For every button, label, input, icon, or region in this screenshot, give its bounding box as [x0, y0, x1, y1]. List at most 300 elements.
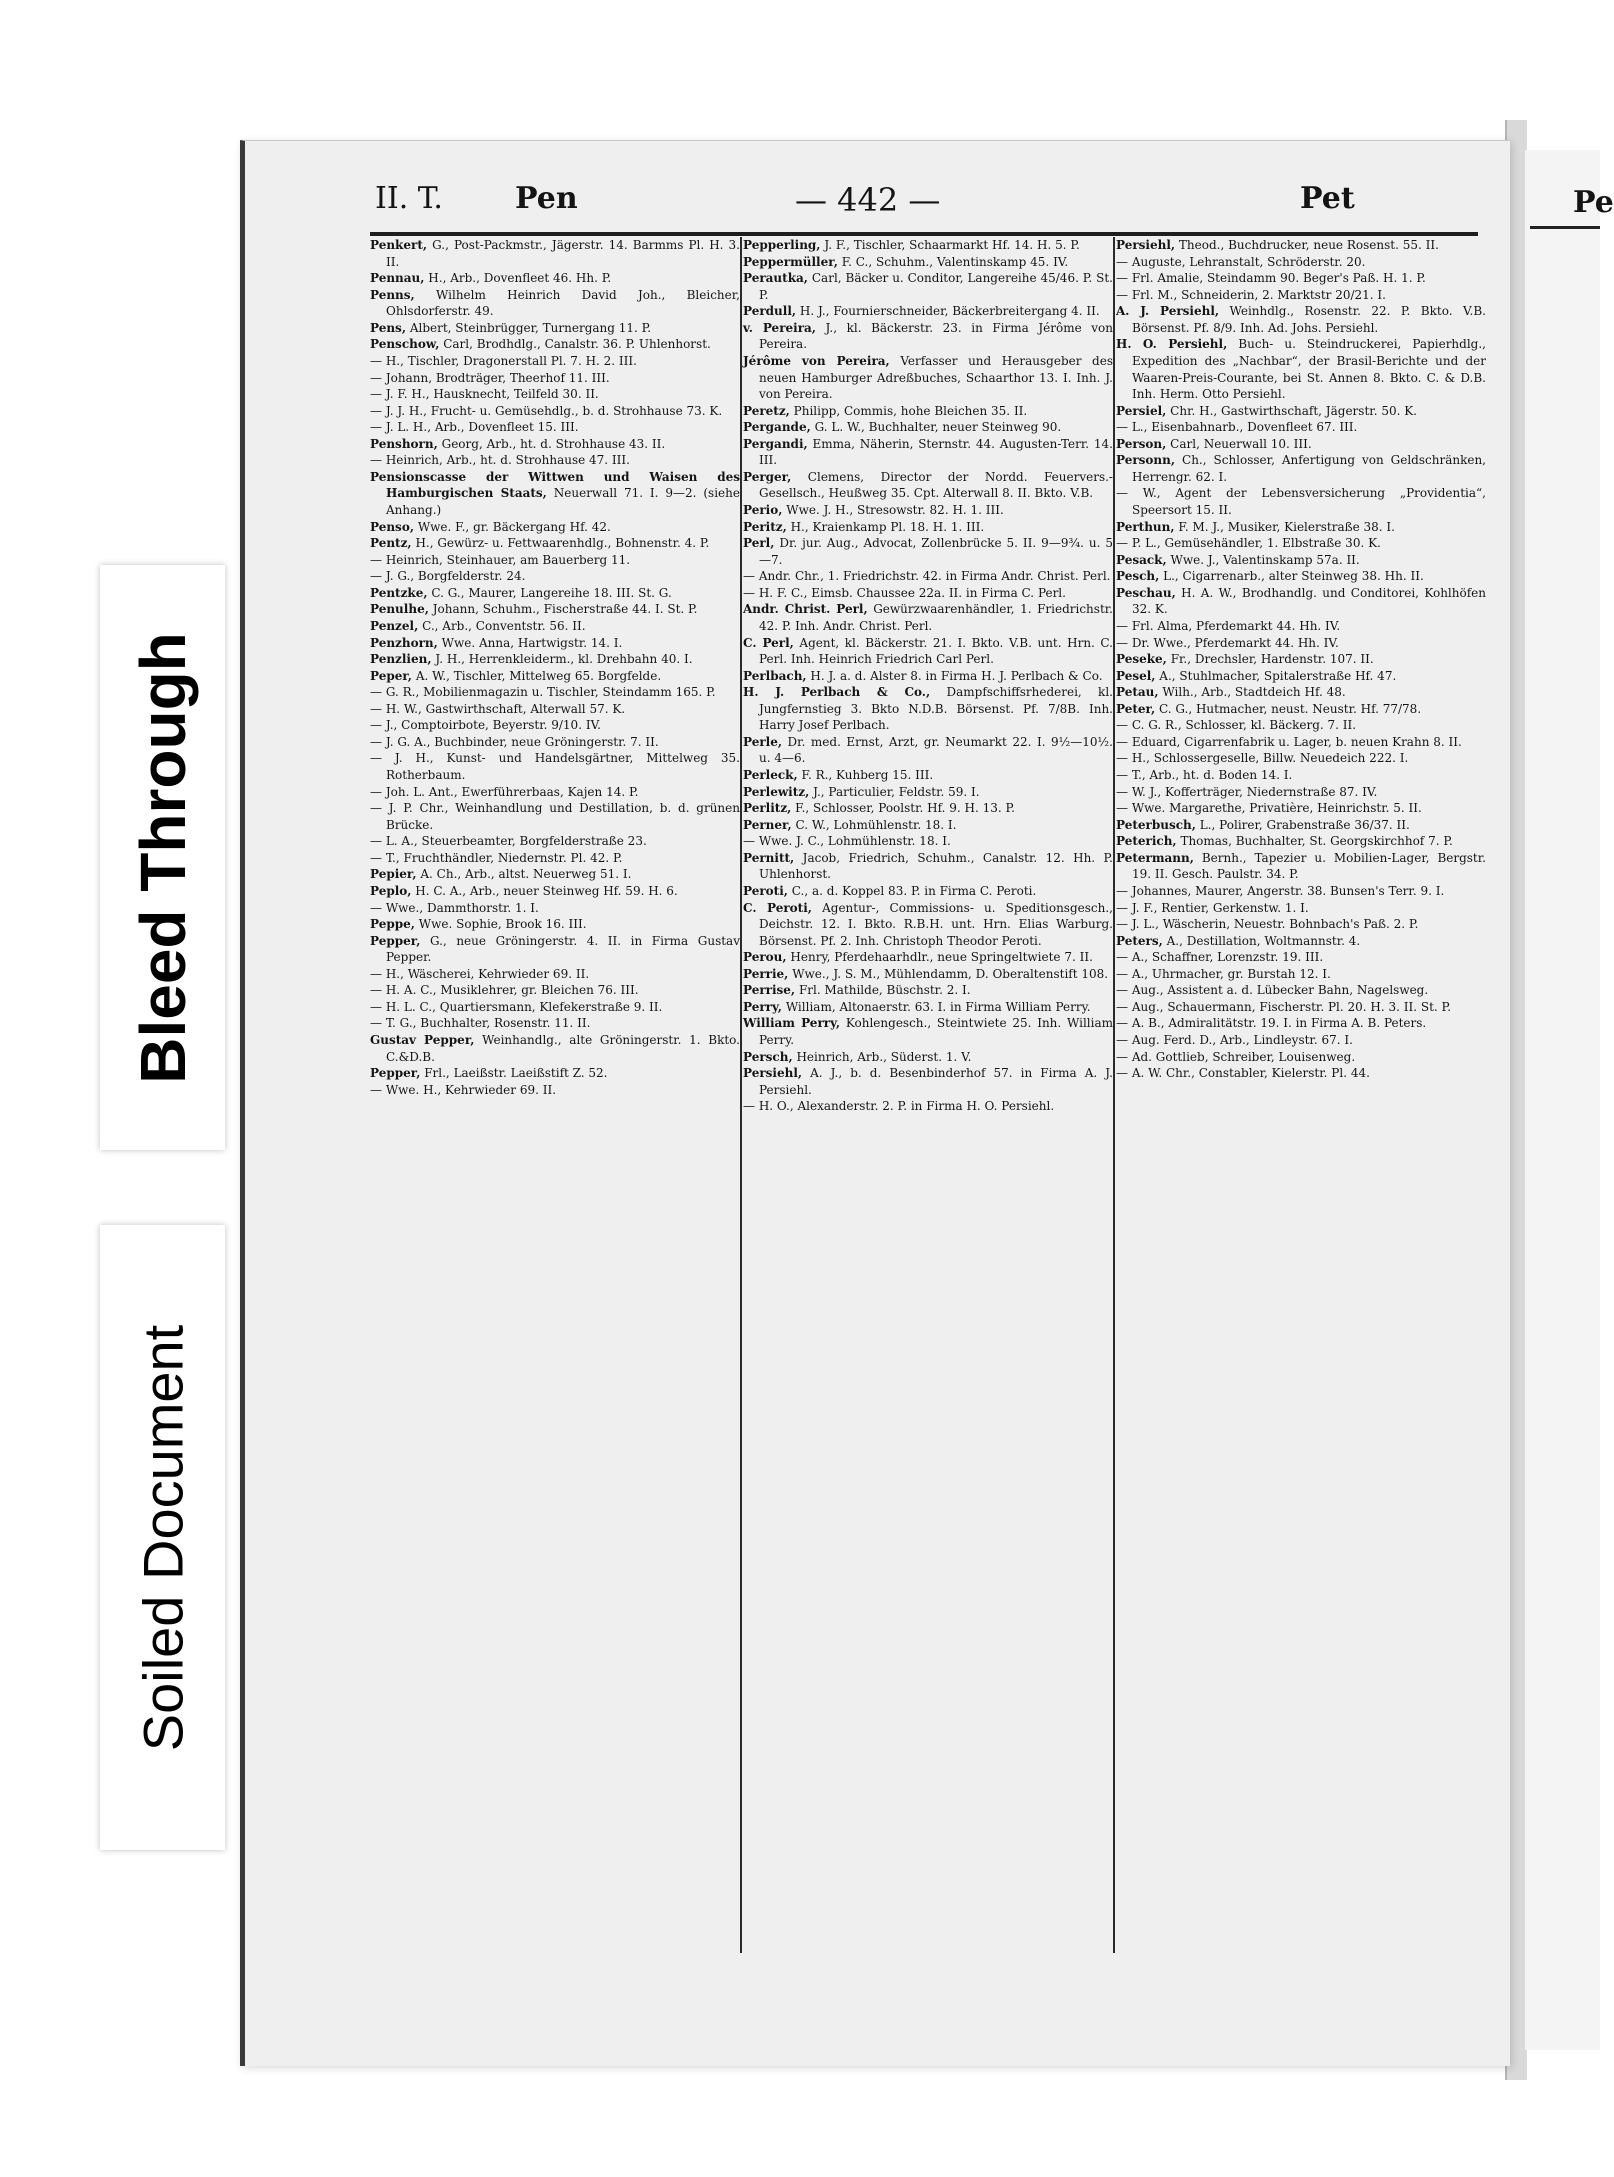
- entry-details: — H. F. C., Eimsb. Chaussee 22a. II. in Firma C. Perl.: [743, 585, 1066, 600]
- directory-entry: [743, 800, 1113, 817]
- directory-entry: [370, 336, 740, 353]
- entry-details: C. W., Lohmühlenstr. 18. I.: [795, 817, 957, 832]
- directory-entry: [1116, 933, 1486, 950]
- directory-entry: [1116, 485, 1486, 518]
- directory-entry: [743, 1098, 1113, 1115]
- entry-name: Perl,: [743, 536, 775, 551]
- page-number: — 442 —: [795, 181, 941, 219]
- entry-details: A. W., Tischler, Mittelweg 65. Borgfelde.: [415, 668, 662, 683]
- directory-entry: [1116, 717, 1486, 734]
- entry-name: Pentzke,: [370, 585, 428, 600]
- entry-details: F. R., Kuhberg 15. III.: [801, 768, 934, 782]
- directory-entry: [1116, 999, 1486, 1016]
- entry-details: — Andr. Chr., 1. Friedrichstr. 42. in Firma Andr. Christ. Perl.: [743, 569, 1111, 584]
- directory-entry: [1116, 635, 1486, 652]
- entry-details: H., Arb., Dovenfleet 46. Hh. P.: [428, 271, 612, 286]
- directory-column-1: [370, 237, 740, 2037]
- directory-entry: [743, 635, 1113, 668]
- entry-details: — A. W. Chr., Constabler, Kielerstr. Pl. 44.: [1116, 1066, 1370, 1081]
- entry-name: Perrise,: [743, 983, 796, 998]
- entry-name: Penschow,: [370, 337, 440, 352]
- column-divider: [740, 237, 742, 1953]
- entry-name: Pesel,: [1116, 668, 1156, 683]
- entry-name: Pentz,: [370, 536, 412, 551]
- entry-details: — H. A. C., Musiklehrer, gr. Bleichen 76. III.: [370, 983, 639, 998]
- entry-details: G., Post-Packmstr., Jägerstr. 14. Barmms Pl. H. 3. II.: [386, 238, 740, 269]
- entry-details: — W. J., Kofferträger, Niedernstraße 87. IV.: [1116, 784, 1378, 799]
- entry-name: Peppe,: [370, 917, 415, 932]
- directory-entry: [370, 469, 740, 519]
- directory-entry: [743, 303, 1113, 320]
- directory-entry: [1116, 900, 1486, 917]
- entry-details: — T. G., Buchhalter, Rosenstr. 11. II.: [370, 1016, 591, 1031]
- entry-details: Frl. Mathilde, Büschstr. 2. I.: [798, 983, 971, 998]
- entry-details: F. M. J., Musiker, Kielerstraße 38. I.: [1178, 519, 1395, 534]
- entry-details: H., Gewürz- u. Fettwaarenhdlg., Bohnenstr. 4. P.: [415, 536, 710, 551]
- entry-details: William, Altonaerstr. 63. I. in Firma William Perry.: [785, 999, 1091, 1014]
- entry-details: A., Destillation, Woltmannstr. 4.: [1166, 933, 1361, 948]
- entry-name: Pernitt,: [743, 850, 795, 865]
- directory-entry: [1116, 817, 1486, 834]
- directory-entry: [370, 999, 740, 1016]
- directory-entry: [370, 684, 740, 701]
- directory-entry: [370, 386, 740, 403]
- directory-entry: [370, 585, 740, 602]
- directory-entry: [370, 287, 740, 320]
- entry-name: Peppermüller,: [743, 254, 838, 269]
- entry-details: — A., Uhrmacher, gr. Burstah 12. I.: [1116, 966, 1331, 981]
- entry-details: — A., Schaffner, Lorenzstr. 19. III.: [1116, 950, 1324, 965]
- entry-details: — Johann, Brodträger, Theerhof 11. III.: [370, 370, 610, 385]
- directory-entry: [370, 866, 740, 883]
- directory-entry: [1116, 618, 1486, 635]
- directory-entry: [370, 436, 740, 453]
- entry-name: H. O. Persiehl,: [1116, 337, 1228, 352]
- entry-name: H. J. Perlbach & Co.,: [743, 685, 931, 700]
- header-keyword-left: Pen: [515, 181, 578, 216]
- entry-details: Johann, Schuhm., Fischerstraße 44. I. St. P.: [432, 602, 698, 617]
- entry-details: Albert, Steinbrügger, Turnergang 11. P.: [409, 320, 652, 335]
- entry-name: Pergandi,: [743, 436, 808, 451]
- directory-entry: [743, 850, 1113, 883]
- entry-details: Wwe., J. S. M., Mühlendamm, D. Oberaltenstift 108.: [792, 966, 1109, 981]
- entry-name: Peters,: [1116, 933, 1163, 948]
- directory-entry: [370, 1032, 740, 1065]
- directory-entry: [1116, 436, 1486, 453]
- entry-details: Wwe. Anna, Hartwigstr. 14. I.: [441, 635, 623, 650]
- directory-entry: [1116, 270, 1486, 287]
- directory-entry: [743, 254, 1113, 271]
- directory-entry: [1116, 767, 1486, 784]
- soiled-document-text: Soiled Document: [131, 1324, 194, 1751]
- directory-entry: [1116, 237, 1486, 254]
- entry-details: — L. A., Steuerbeamter, Borgfelderstraße 23.: [370, 834, 647, 849]
- entry-details: — J. F. H., Hausknecht, Teilfeld 30. II.: [370, 387, 599, 402]
- directory-entry: [743, 353, 1113, 403]
- entry-details: — J. H., Kunst- und Handelsgärtner, Mittelweg 35. Rotherbaum.: [370, 751, 740, 782]
- entry-name: Petau,: [1116, 685, 1159, 700]
- entry-name: Perleck,: [743, 768, 798, 782]
- entry-name: Pennau,: [370, 271, 425, 286]
- entry-details: Emma, Näherin, Sternstr. 44. Augusten-Terr. 14. III.: [759, 436, 1113, 468]
- directory-entry: [743, 601, 1113, 634]
- entry-details: C. G., Hutmacher, neust. Neustr. Hf. 77/78.: [1158, 701, 1422, 716]
- entry-name: Pepper,: [370, 1066, 421, 1081]
- bleed-through-label: [100, 565, 225, 1150]
- directory-entry: [743, 568, 1113, 585]
- directory-entry: [1116, 585, 1486, 618]
- entry-details: Theod., Buchdrucker, neue Rosenst. 55. II.: [1178, 238, 1439, 252]
- directory-entry: [743, 585, 1113, 602]
- entry-details: Chr. H., Gastwirthschaft, Jägerstr. 50. K.: [1170, 403, 1417, 418]
- directory-entry: [1116, 916, 1486, 933]
- directory-entry: [1116, 452, 1486, 485]
- next-page-strip: [1525, 150, 1600, 2050]
- entry-details: Dr. med. Ernst, Arzt, gr. Neumarkt 22. I. 9½—10½. u. 4—6.: [759, 734, 1113, 766]
- directory-entry: [370, 519, 740, 536]
- directory-entry: [743, 535, 1113, 568]
- directory-entry: [743, 684, 1113, 734]
- entry-details: Wwe. J., Valentinskamp 57a. II.: [1170, 552, 1360, 567]
- directory-entry: [370, 800, 740, 833]
- directory-entry: [370, 452, 740, 469]
- entry-details: A. Ch., Arb., altst. Neuerweg 51. I.: [420, 867, 632, 882]
- entry-name: C. Perl,: [743, 635, 794, 650]
- entry-details: Weinhandlg., alte Gröningerstr. 1. Bkto. C.&D.B.: [386, 1033, 741, 1064]
- directory-entry: [370, 1082, 740, 1099]
- entry-name: William Perry,: [743, 1016, 841, 1031]
- directory-entry: [370, 883, 740, 900]
- directory-entry: [1116, 1065, 1486, 1082]
- directory-entry: [370, 403, 740, 420]
- entry-name: Pergande,: [743, 420, 811, 435]
- directory-entry: [370, 419, 740, 436]
- entry-details: H. C. A., Arb., neuer Steinweg Hf. 59. H. 6.: [415, 883, 678, 898]
- entry-details: — Frl. Amalie, Steindamm 90. Beger's Paß. H. 1. P.: [1116, 271, 1426, 286]
- entry-details: F., Schlosser, Poolstr. Hf. 9. H. 13. P.: [795, 801, 1015, 816]
- entry-name: Pesch,: [1116, 569, 1160, 584]
- directory-entry: [743, 833, 1113, 850]
- entry-name: Peplo,: [370, 883, 412, 898]
- entry-name: Peschau,: [1116, 585, 1176, 600]
- soiled-document-label: [100, 1225, 225, 1850]
- entry-details: — G. R., Mobilienmagazin u. Tischler, Steindamm 165. P.: [370, 685, 716, 700]
- directory-entry: [1116, 850, 1486, 883]
- entry-name: Persiehl,: [743, 1066, 803, 1081]
- directory-entry: [1116, 982, 1486, 999]
- entry-name: Perger,: [743, 469, 792, 484]
- entry-details: — Wwe., Dammthorstr. 1. I.: [370, 900, 539, 915]
- entry-details: C., Arb., Conventstr. 56. II.: [422, 618, 586, 633]
- entry-details: — W., Agent der Lebensversicherung „Providentia“, Speersort 15. II.: [1116, 486, 1486, 517]
- entry-name: Pesack,: [1116, 552, 1167, 567]
- document-page: [240, 140, 1510, 2066]
- entry-details: H., Kraienkamp Pl. 18. H. 1. III.: [790, 519, 985, 534]
- directory-entry: [1116, 287, 1486, 304]
- entry-details: Georg, Arb., ht. d. Strohhause 43. II.: [441, 436, 666, 451]
- directory-entry: [1116, 336, 1486, 402]
- entry-details: — Frl. Alma, Pferdemarkt 44. Hh. IV.: [1116, 618, 1341, 633]
- entry-name: Penns,: [370, 287, 415, 302]
- entry-details: — J. J. H., Frucht- u. Gemüsehdlg., b. d. Strohhause 73. K.: [370, 403, 723, 418]
- entry-name: Peroti,: [743, 883, 788, 898]
- directory-entry: [1116, 883, 1486, 900]
- entry-name: Persiehl,: [1116, 238, 1176, 252]
- entry-name: Perner,: [743, 817, 792, 832]
- entry-details: — L., Eisenbahnarb., Dovenfleet 67. III.: [1116, 420, 1358, 435]
- directory-entry: [1116, 966, 1486, 983]
- entry-name: Peter,: [1116, 701, 1156, 716]
- entry-details: Philipp, Commis, hohe Bleichen 35. II.: [793, 403, 1028, 418]
- entry-details: — J. F., Rentier, Gerkenstw. 1. I.: [1116, 900, 1309, 915]
- directory-entry: [743, 403, 1113, 420]
- directory-entry: [370, 601, 740, 618]
- entry-details: — T., Fruchthändler, Niedernstr. Pl. 42. P.: [370, 850, 623, 865]
- entry-details: Wilhelm Heinrich David Joh., Bleicher, Ohlsdorferstr. 49.: [386, 287, 740, 319]
- entry-details: Wwe. Sophie, Brook 16. III.: [418, 917, 587, 932]
- entry-details: A. J., b. d. Besenbinderhof 57. in Firma A. J. Persiehl.: [759, 1066, 1113, 1097]
- entry-details: G., neue Gröningerstr. 4. II. in Firma Gustav Pepper.: [386, 933, 740, 965]
- directory-entry: [1116, 519, 1486, 536]
- entry-details: F. C., Schuhm., Valentinskamp 45. IV.: [841, 254, 1069, 269]
- entry-details: — Heinrich, Steinhauer, am Bauerberg 11.: [370, 552, 631, 567]
- directory-entry: [370, 635, 740, 652]
- entry-details: J. H., Herrenkleiderm., kl. Drehbahn 40. I.: [435, 652, 693, 667]
- directory-entry: [370, 933, 740, 966]
- entry-name: Peterbusch,: [1116, 817, 1196, 832]
- directory-entry: [743, 1015, 1113, 1048]
- entry-name: Persch,: [743, 1049, 793, 1064]
- entry-name: Jérôme von Pereira,: [743, 353, 890, 368]
- entry-details: Gewürzwaarenhändler, 1. Friedrichstr. 42. P. Inh. Andr. Christ. Perl.: [759, 602, 1113, 633]
- directory-entry: [743, 668, 1113, 685]
- directory-entry: [1116, 403, 1486, 420]
- directory-entry: [743, 966, 1113, 983]
- directory-entry: [1116, 668, 1486, 685]
- directory-entry: [1116, 949, 1486, 966]
- directory-entry: [370, 982, 740, 999]
- directory-entry: [370, 916, 740, 933]
- entry-name: Penulhe,: [370, 602, 429, 617]
- entry-details: Thomas, Buchhalter, St. Georgskirchhof 7. P.: [1180, 834, 1453, 849]
- entry-name: Perlbach,: [743, 668, 807, 683]
- directory-entry: [743, 469, 1113, 502]
- entry-details: H. A. W., Brodhandlg. und Conditorei, Kohlhöfen 32. K.: [1132, 585, 1486, 617]
- entry-details: — T., Arb., ht. d. Boden 14. I.: [1116, 768, 1293, 782]
- entry-details: Fr., Drechsler, Hardenstr. 107. II.: [1170, 652, 1374, 667]
- entry-name: Perautka,: [743, 271, 808, 286]
- directory-entry: [743, 949, 1113, 966]
- entry-details: C., a. d. Koppel 83. P. in Firma C. Peroti.: [791, 883, 1037, 898]
- entry-details: A., Stuhlmacher, Spitalerstraße Hf. 47.: [1159, 668, 1397, 683]
- directory-entry: [743, 784, 1113, 801]
- directory-entry: [743, 270, 1113, 303]
- entry-details: — H., Tischler, Dragonerstall Pl. 7. H. 2. III.: [370, 353, 637, 368]
- entry-details: Wilh., Arb., Stadtdeich Hf. 48.: [1162, 685, 1346, 700]
- entry-details: Carl, Brodhdlg., Canalstr. 36. P. Uhlenhorst.: [443, 337, 711, 352]
- entry-name: Pepperling,: [743, 238, 821, 252]
- directory-entry: [370, 552, 740, 569]
- directory-entry: [370, 237, 740, 270]
- entry-details: Ch., Schlosser, Anfertigung von Geldschränken, Herrengr. 62. I.: [1132, 453, 1486, 484]
- entry-details: — J. G., Borgfelderstr. 24.: [370, 569, 526, 584]
- directory-entry: [1116, 254, 1486, 271]
- directory-entry: [370, 618, 740, 635]
- directory-entry: [370, 651, 740, 668]
- directory-entry: [370, 717, 740, 734]
- entry-details: — Eduard, Cigarrenfabrik u. Lager, b. neuen Krahn 8. II.: [1116, 734, 1462, 749]
- entry-details: Buch- u. Steindruckerei, Papierhdlg., Expedition des „Nachbar“, der Brasil-Berichte und der Waaren-Preis-Courante, bei St. Annen 8. Bkto. C. & D.B. Inh. Herm. Otto Persiehl.: [1132, 337, 1486, 402]
- entry-name: Andr. Christ. Perl,: [743, 602, 868, 617]
- directory-entry: [1116, 833, 1486, 850]
- directory-entry: [1116, 800, 1486, 817]
- directory-entry: [370, 535, 740, 552]
- entry-details: Agentur-, Commissions- u. Speditionsgesch., Deichstr. 12. I. Bkto. R.B.H. unt. Hrn. Elias Warburg. Börsenst. Pf. 2. Inh. Christoph Theodor Peroti.: [759, 900, 1113, 948]
- directory-entry: [1116, 535, 1486, 552]
- entry-details: — H. O., Alexanderstr. 2. P. in Firma H. O. Persiehl.: [743, 1099, 1055, 1114]
- entry-details: — Johannes, Maurer, Angerstr. 38. Bunsen's Terr. 9. I.: [1116, 883, 1445, 898]
- directory-entry: [743, 883, 1113, 900]
- directory-entry: [1116, 734, 1486, 751]
- directory-entry: [370, 353, 740, 370]
- directory-entry: [1116, 684, 1486, 701]
- directory-entry: [370, 701, 740, 718]
- entry-details: — Joh. L. Ant., Ewerführerbaas, Kajen 14. P.: [370, 784, 639, 799]
- directory-entry: [370, 370, 740, 387]
- entry-details: Dampfschiffsrhederei, kl. Jungfernstieg 3. Bkto N.D.B. Börsenst. Pf. 7/8B. Inh. Harry Josef Perlbach.: [759, 685, 1113, 733]
- header-section: II. T.: [375, 181, 443, 216]
- directory-entry: [370, 850, 740, 867]
- entry-details: Clemens, Director der Nordd. Feuervers.-Gesellsch., Heußweg 35. Cpt. Alterwall 8. II. Bkto. V.B.: [759, 469, 1113, 501]
- directory-entry: [370, 320, 740, 337]
- entry-details: — J. L. H., Arb., Dovenfleet 15. III.: [370, 420, 579, 435]
- directory-entry: [1116, 1015, 1486, 1032]
- entry-name: Pepper,: [370, 933, 421, 948]
- directory-entry: [370, 966, 740, 983]
- directory-entry: [743, 767, 1113, 784]
- entry-details: — Dr. Wwe., Pferdemarkt 44. Hh. IV.: [1116, 635, 1339, 650]
- directory-entry: [1116, 750, 1486, 767]
- directory-entry: [743, 900, 1113, 950]
- entry-details: Weinhdlg., Rosenstr. 22. P. Bkto. V.B. Börsenst. Pf. 8/9. Inh. Ad. Johs. Persiehl.: [1132, 304, 1486, 335]
- entry-details: — Frl. M., Schneiderin, 2. Marktstr 20/21. I.: [1116, 287, 1386, 302]
- directory-entry: [1116, 419, 1486, 436]
- directory-entry: [1116, 552, 1486, 569]
- directory-entry: [743, 1049, 1113, 1066]
- directory-entry: [370, 734, 740, 751]
- entry-details: — A. B., Admiralitätstr. 19. I. in Firma A. B. Peters.: [1116, 1016, 1427, 1031]
- next-page-rule: [1530, 226, 1600, 229]
- directory-entry: [743, 502, 1113, 519]
- header-rule: [370, 232, 1478, 236]
- directory-entry: [370, 833, 740, 850]
- entry-name: Peseke,: [1116, 652, 1167, 667]
- entry-name: Pens,: [370, 320, 406, 335]
- directory-entry: [370, 1065, 740, 1082]
- entry-name: Perlewitz,: [743, 784, 810, 799]
- directory-entry: [743, 320, 1113, 353]
- entry-details: Verfasser und Herausgeber des neuen Hamburger Adreßbuches, Schaarthor 13. I. Inh. J. von Pereira.: [759, 353, 1113, 402]
- entry-details: — Aug., Schauermann, Fischerstr. Pl. 20. H. 3. II. St. P.: [1116, 999, 1452, 1014]
- entry-details: — H. L. C., Quartiersmann, Klefekerstraße 9. II.: [370, 999, 663, 1014]
- entry-details: Bernh., Tapezier u. Mobilien-Lager, Bergstr. 19. II. Gesch. Paulstr. 34. P.: [1132, 850, 1486, 882]
- entry-name: Penso,: [370, 519, 414, 534]
- entry-name: A. J. Persiehl,: [1116, 304, 1220, 319]
- bleed-through-text: Bleed Through: [126, 631, 199, 1084]
- entry-name: Perrie,: [743, 966, 789, 981]
- entry-name: Persiel,: [1116, 403, 1167, 418]
- entry-name: Perle,: [743, 734, 783, 749]
- entry-name: C. Peroti,: [743, 900, 812, 915]
- entry-name: Penkert,: [370, 238, 428, 252]
- entry-details: — Heinrich, Arb., ht. d. Strohhause 47. III.: [370, 453, 630, 468]
- entry-name: Perio,: [743, 503, 783, 517]
- entry-name: Perlitz,: [743, 801, 792, 816]
- entry-name: Perdull,: [743, 304, 797, 319]
- entry-name: Perry,: [743, 999, 782, 1014]
- entry-details: — Aug., Assistent a. d. Lübecker Bahn, Nagelsweg.: [1116, 983, 1429, 998]
- directory-entry: [1116, 1032, 1486, 1049]
- entry-details: G. L. W., Buchhalter, neuer Steinweg 90.: [814, 420, 1062, 435]
- entry-details: — P. L., Gemüsehändler, 1. Elbstraße 30. K.: [1116, 536, 1381, 551]
- directory-entry: [1116, 701, 1486, 718]
- next-page-header: Pe: [1573, 185, 1614, 220]
- entry-name: Penzhorn,: [370, 635, 438, 650]
- directory-entry: [743, 519, 1113, 536]
- header-keyword-right: Pet: [1300, 181, 1355, 216]
- entry-details: Dr. jur. Aug., Advocat, Zollenbrücke 5. II. 9—9¾. u. 5—7.: [759, 536, 1113, 567]
- entry-name: Perou,: [743, 950, 787, 965]
- entry-details: — H., Wäscherei, Kehrwieder 69. II.: [370, 966, 590, 981]
- entry-details: C. G., Maurer, Langereihe 18. III. St. G.: [431, 585, 672, 600]
- entry-name: Perthun,: [1116, 519, 1175, 534]
- directory-entry: [743, 734, 1113, 767]
- directory-entry: [370, 900, 740, 917]
- entry-name: Peper,: [370, 668, 412, 683]
- entry-details: Wwe. F., gr. Bäckergang Hf. 42.: [417, 519, 611, 534]
- directory-entry: [743, 999, 1113, 1016]
- directory-entry: [1116, 1049, 1486, 1066]
- directory-entry: [1116, 651, 1486, 668]
- entry-details: Carl, Bäcker u. Conditor, Langereihe 45/46. P. St. P.: [759, 271, 1113, 302]
- entry-name: Pensionscasse der Wittwen und Waisen des Hamburgischen Staats,: [370, 469, 740, 501]
- entry-details: — Aug. Ferd. D., Arb., Lindleystr. 67. I.: [1116, 1033, 1353, 1047]
- entry-details: Carl, Neuerwall 10. III.: [1170, 436, 1312, 451]
- entry-details: Jacob, Friedrich, Schuhm., Canalstr. 12. Hh. P. Uhlenhorst.: [759, 850, 1113, 882]
- entry-name: Gustav Pepper,: [370, 1033, 475, 1047]
- entry-name: Penzel,: [370, 618, 419, 633]
- entry-details: Frl., Laeißstr. Laeißstift Z. 52.: [424, 1066, 608, 1081]
- entry-details: J. F., Tischler, Schaarmarkt Hf. 14. H. 5. P.: [824, 238, 1080, 252]
- entry-name: Person,: [1116, 436, 1167, 451]
- directory-entry: [370, 568, 740, 585]
- entry-details: — Auguste, Lehranstalt, Schröderstr. 20.: [1116, 254, 1366, 269]
- directory-entry: [370, 270, 740, 287]
- entry-details: J., kl. Bäckerstr. 23. in Firma Jérôme von Pereira.: [759, 320, 1113, 352]
- entry-details: — H., Schlossergeselle, Billw. Neuedeich 222. I.: [1116, 751, 1409, 766]
- directory-entry: [1116, 568, 1486, 585]
- entry-details: — H. W., Gastwirthschaft, Alterwall 57. K.: [370, 701, 626, 716]
- entry-details: — C. G. R., Schlosser, kl. Bäckerg. 7. II.: [1116, 718, 1357, 733]
- directory-entry: [743, 436, 1113, 469]
- entry-details: — Wwe. Margarethe, Privatière, Heinrichstr. 5. II.: [1116, 801, 1422, 816]
- directory-entry: [743, 982, 1113, 999]
- entry-name: Personn,: [1116, 453, 1176, 468]
- entry-name: Penshorn,: [370, 436, 438, 451]
- entry-details: Kohlengesch., Steintwiete 25. Inh. William Perry.: [759, 1016, 1113, 1047]
- directory-entry: [743, 419, 1113, 436]
- entry-name: Peterich,: [1116, 834, 1177, 849]
